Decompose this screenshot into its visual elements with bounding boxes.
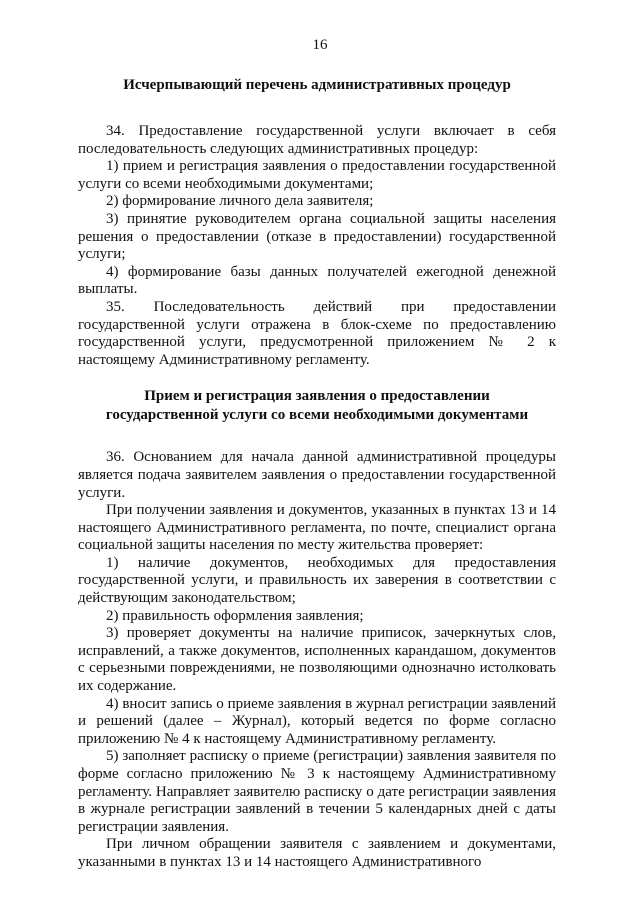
section-reception-body bbox=[78, 449, 556, 871]
paragraph-34-item-3: 3) принятие руководителем органа социальной защиты населения решения о предоставлении (отказе в предоставлении) государственной услуги; bbox=[78, 210, 556, 263]
paragraph-36: 36. Основанием для начала данной административной процедуры является подача заявителем заявления о предоставлении государственной услуги. bbox=[78, 449, 556, 501]
section-heading-procedures: Исчерпывающий перечень административных процедур bbox=[123, 77, 511, 93]
section-heading-reception-line-2: государственной услуги со всеми необходимыми документами bbox=[105, 407, 529, 424]
paragraph-36-check-1: 1) наличие документов, необходимых для предоставления государственной услуги, и правильность их заверения в соответствии с действующим законодательством; bbox=[78, 554, 556, 607]
paragraph-36-mail: При получении заявления и документов, указанных в пунктах 13 и 14 настоящего Административного регламента, по почте, специалист органа социальной защиты населения по месту жительства проверяет: bbox=[78, 502, 556, 554]
paragraph-34-item-1: 1) прием и регистрация заявления о предоставлении государственной услуги со всеми необходимыми документами; bbox=[78, 158, 556, 192]
paragraph-34-item-4: 4) формирование базы данных получателей ежегодной денежной выплаты. bbox=[78, 263, 556, 298]
paragraph-36-check-3: 3) проверяет документы на наличие приписок, зачеркнутых слов, исправлений, а также документов, исполненных карандашом, документов с серьезными повреждениями, не позволяющими однозначно истолковать их содержание. bbox=[78, 625, 556, 695]
paragraph-35: 35. Последовательность действий при предоставлении государственной услуги отражена в блок-схеме по предоставлению государственной услуги, предусмотренной приложением № 2 к настоящему Административному регламенту. bbox=[78, 298, 556, 368]
section-heading-reception-line-1: Прием и регистрация заявления о предоставлении bbox=[144, 388, 490, 405]
paragraph-34-item-2: 2) формирование личного дела заявителя; bbox=[106, 193, 374, 210]
paragraph-36-check-2: 2) правильность оформления заявления; bbox=[106, 607, 364, 624]
paragraph-36-personal: При личном обращении заявителя с заявлением и документами, указанными в пунктах 13 и 14 настоящего Административного bbox=[78, 836, 556, 870]
paragraph-36-check-4: 4) вносит запись о приеме заявления в журнал регистрации заявлений и решений (далее – Журнал), который ведется по форме согласно приложению № 4 к настоящему Административному регламенту. bbox=[78, 695, 556, 747]
section-heading-reception bbox=[78, 387, 556, 425]
paragraph-36-check-5: 5) заполняет расписку о приеме (регистрации) заявления заявителя по форме согласно приложению № 3 к настоящему Административному регламенту. Направляет заявителю расписку о дате регистрации заявления в журнале регистрации заявлений в течении 5 календарных дней с даты регистрации заявления. bbox=[78, 748, 556, 835]
paragraph-34: 34. Предоставление государственной услуги включает в себя последовательность следующих административных процедур: bbox=[78, 123, 556, 157]
page-number: 16 bbox=[312, 37, 328, 53]
section-procedures-body bbox=[78, 123, 556, 369]
page-content bbox=[78, 76, 556, 872]
